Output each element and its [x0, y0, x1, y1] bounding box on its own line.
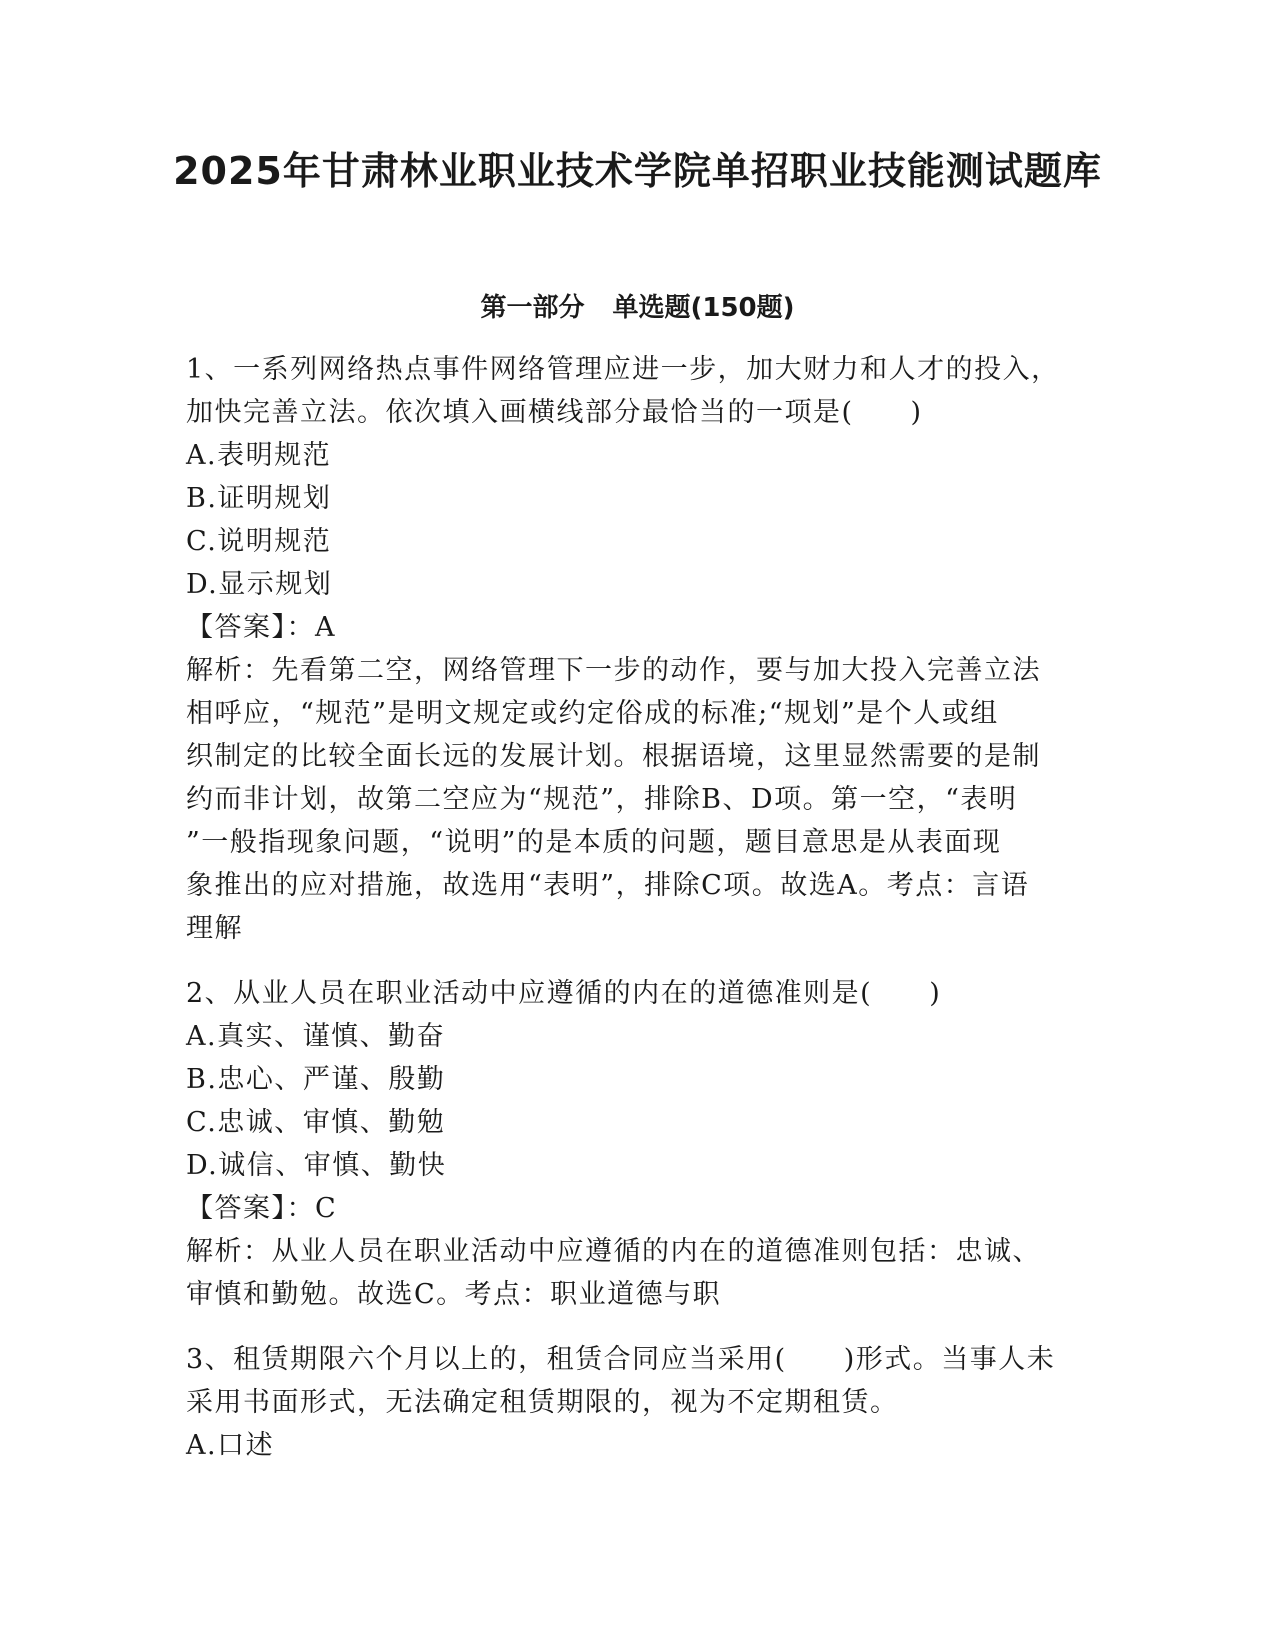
analysis-line: 理解	[186, 913, 243, 944]
analysis-line: 审慎和勤勉。故选C。考点：职业道德与职	[186, 1279, 722, 1310]
option-a: A.口述	[186, 1430, 275, 1461]
option-c: C.忠诚、审慎、勤勉	[186, 1107, 446, 1138]
analysis-line: 象推出的应对措施，故选用“表明”，排除C项。故选A。考点：言语	[186, 870, 1030, 901]
option-b: B.证明规划	[186, 483, 332, 514]
question-text-line: 加快完善立法。依次填入画横线部分最恰当的一项是( )	[186, 397, 923, 428]
section-type-label: 单选题(150题)	[612, 293, 795, 323]
question-text-line: 1、一系列网络热点事件网络管理应进一步，加大财力和人才的投入，	[186, 354, 1060, 385]
question-1	[186, 348, 1086, 950]
question-text-line: 2、从业人员在职业活动中应遵循的内在的道德准则是( )	[186, 978, 942, 1009]
question-text-line: 采用书面形式，无法确定租赁期限的，视为不定期租赁。	[186, 1387, 899, 1418]
option-a: A.真实、谨慎、勤奋	[186, 1021, 446, 1052]
analysis-line: ”一般指现象问题，“说明”的是本质的问题，题目意思是从表面现	[186, 827, 1002, 858]
option-a: A.表明规范	[186, 440, 332, 471]
analysis-line: 织制定的比较全面长远的发展计划。根据语境，这里显然需要的是制	[186, 741, 1041, 772]
analysis-line: 约而非计划，故第二空应为“规范”，排除B、D项。第一空，“表明	[186, 784, 1018, 815]
answer-line: 【答案】：C	[186, 1193, 338, 1224]
analysis-line: 解析：先看第二空，网络管理下一步的动作，要与加大投入完善立法	[186, 655, 1041, 686]
section-title	[0, 290, 1275, 326]
answer-line: 【答案】：A	[186, 612, 336, 643]
question-list	[186, 348, 1086, 1467]
option-d: D.显示规划	[186, 569, 333, 600]
option-d: D.诚信、审慎、勤快	[186, 1150, 447, 1181]
question-text-line: 3、租赁期限六个月以上的，租赁合同应当采用( )形式。当事人未	[186, 1344, 1056, 1375]
question-3	[186, 1338, 1086, 1467]
analysis-line: 解析：从业人员在职业活动中应遵循的内在的道德准则包括：忠诚、	[186, 1236, 1041, 1267]
analysis-line: 相呼应，“规范”是明文规定或约定俗成的标准;“规划”是个人或组	[186, 698, 999, 729]
option-c: C.说明规范	[186, 526, 332, 557]
section-part-label: 第一部分	[480, 293, 585, 323]
document-title: 2025年甘肃林业职业技术学院单招职业技能测试题库	[173, 149, 1102, 193]
option-b: B.忠心、严谨、殷勤	[186, 1064, 446, 1095]
question-2	[186, 972, 1086, 1316]
